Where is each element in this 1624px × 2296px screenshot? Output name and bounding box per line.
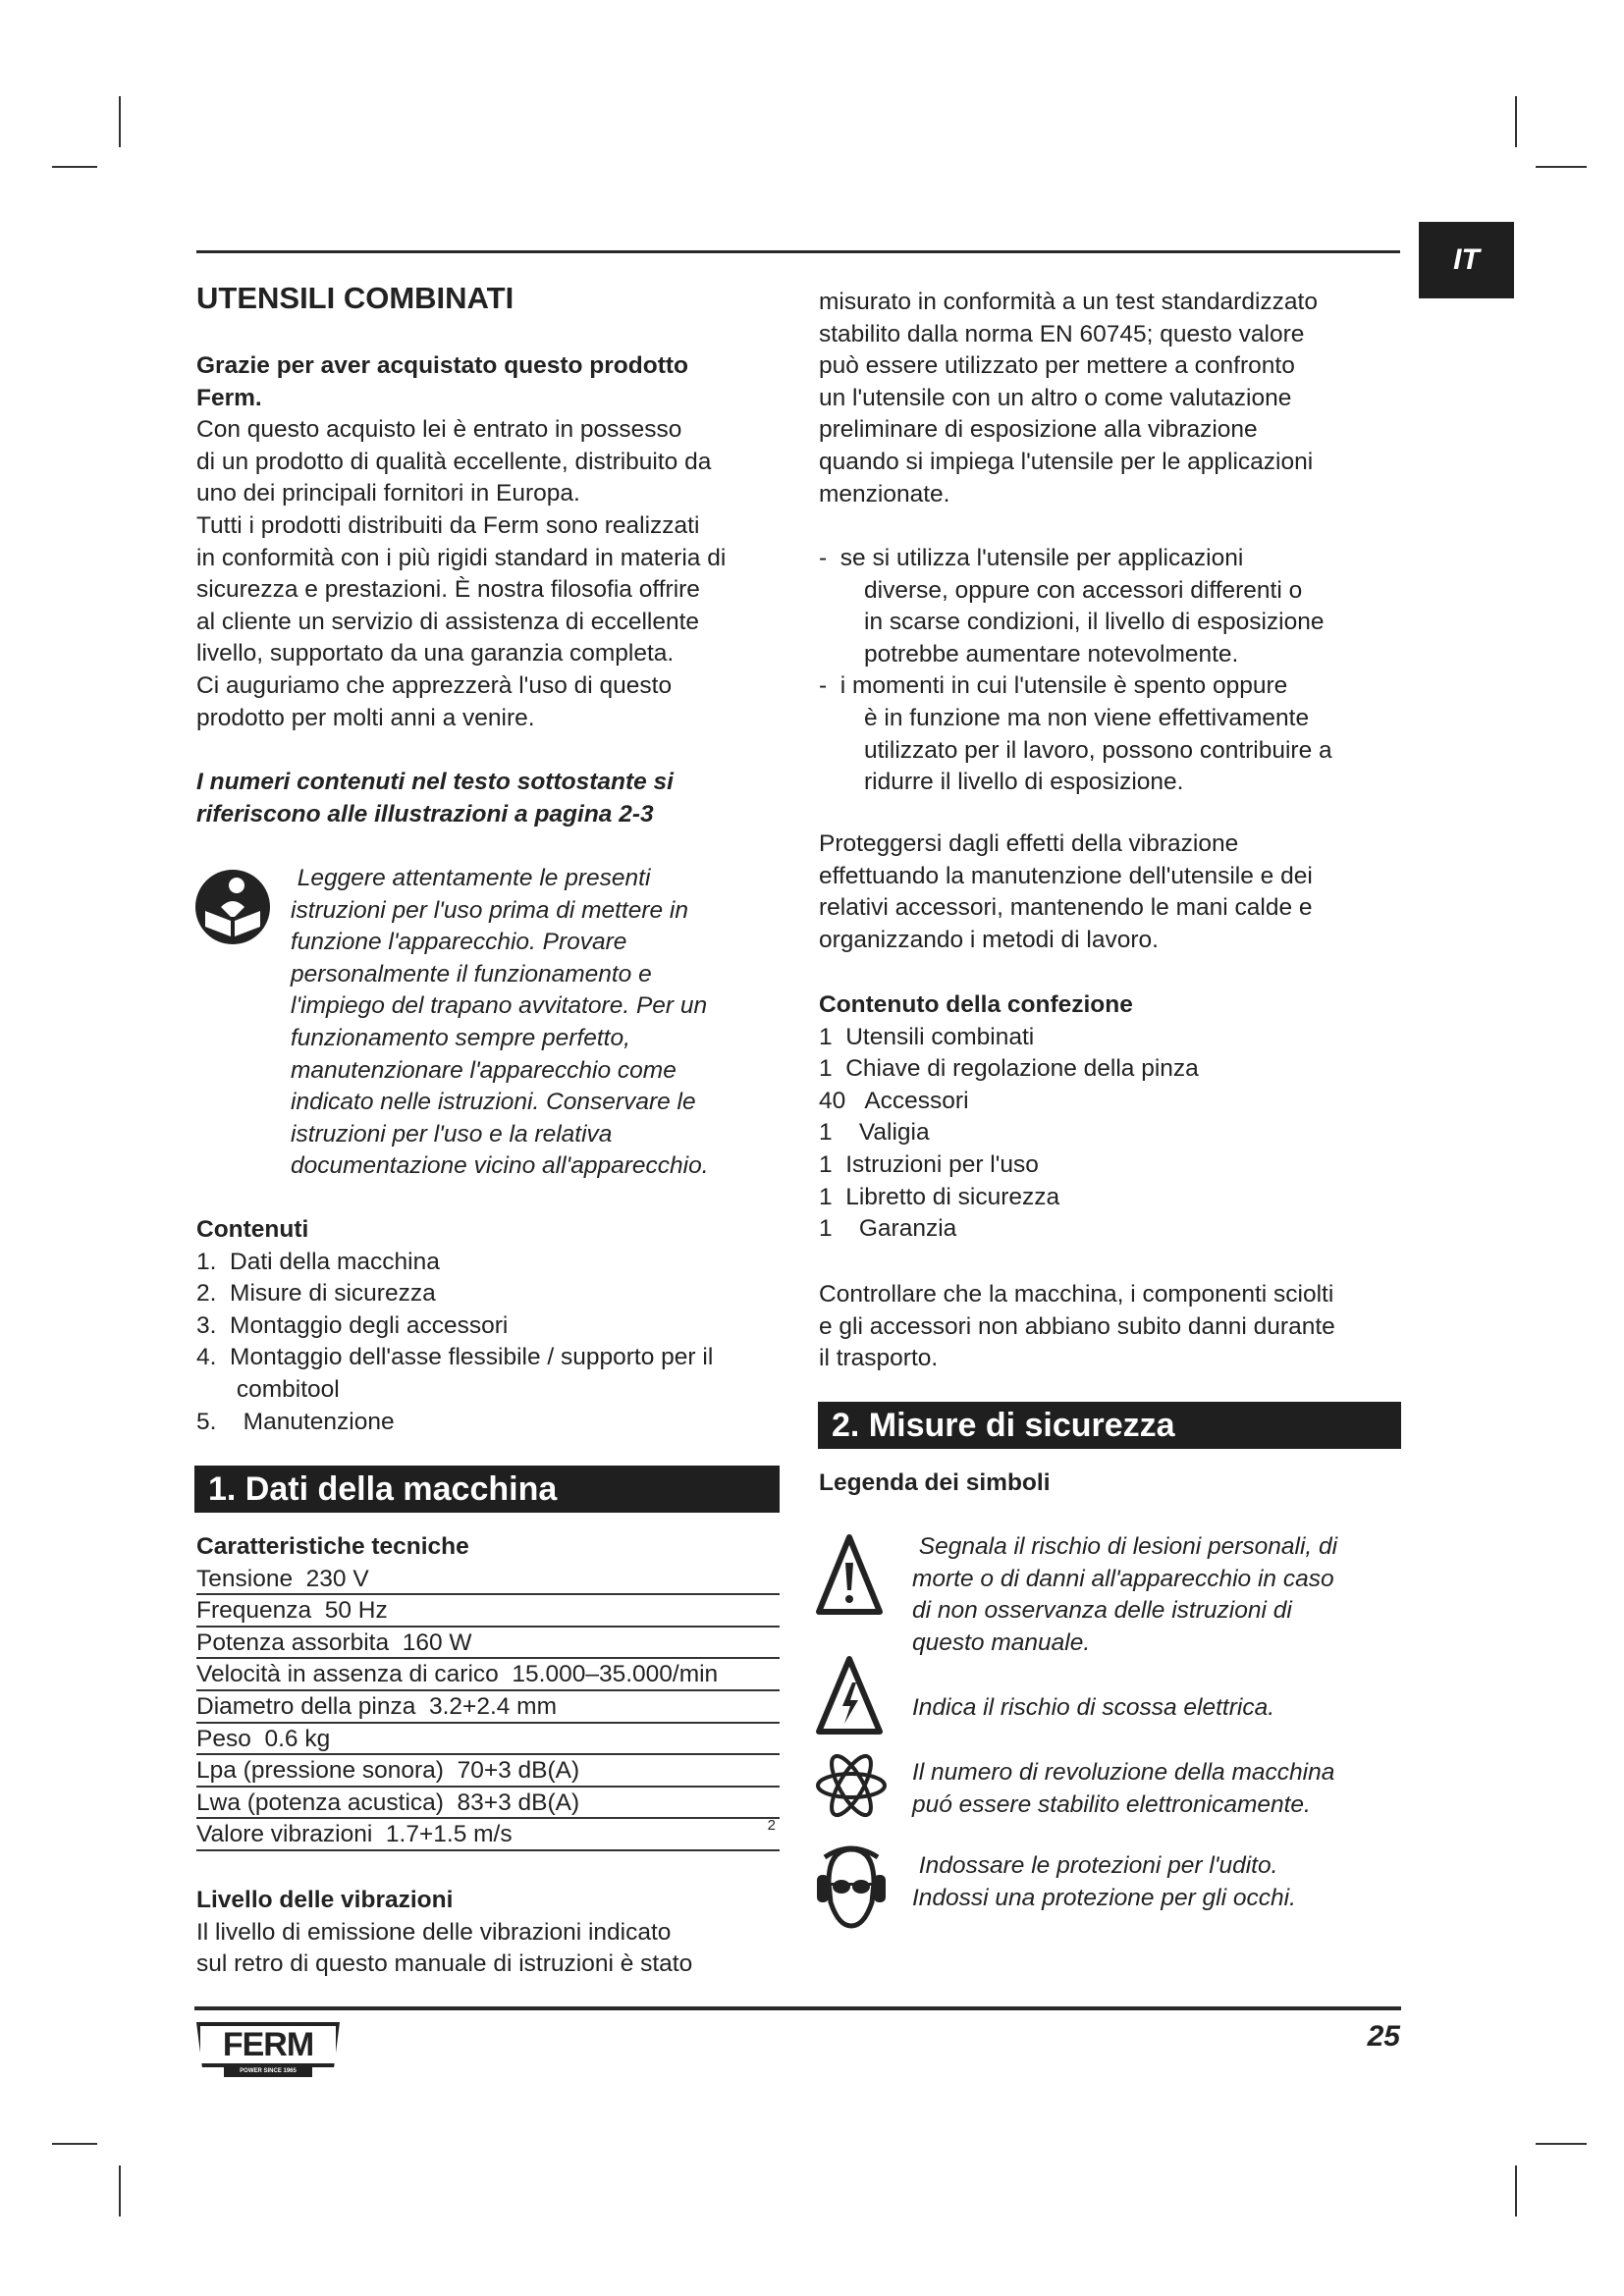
text-line: può essere utilizzato per mettere a confronto xyxy=(819,352,1295,380)
text-line: Proteggersi dagli effetti della vibrazione xyxy=(819,830,1239,857)
text-line: relativi accessori, mantenendo le mani calde e xyxy=(819,894,1313,922)
intro-line: Con questo acquisto lei è entrato in possesso xyxy=(196,416,682,444)
specs-heading: Caratteristiche tecniche xyxy=(196,1533,469,1560)
top-rule xyxy=(196,250,1400,253)
symbol-text: puó essere stabilito elettronicamente. xyxy=(912,1790,1311,1818)
spec-superscript: 2 xyxy=(767,1817,776,1835)
crop-mark xyxy=(1515,96,1517,147)
package-item: 1 Libretto di sicurezza xyxy=(819,1183,1060,1210)
electronic-speed-text xyxy=(912,1757,1334,1821)
spec-row: Velocità in assenza di carico 15.000–35.000/min xyxy=(196,1659,780,1691)
legend-heading: Legenda dei simboli xyxy=(819,1469,1051,1496)
crop-mark xyxy=(52,166,97,168)
package-contents xyxy=(819,989,1199,1246)
read-manual-line: documentazione vicino all'apparecchio. xyxy=(291,1152,709,1180)
intro-line: Tutti i prodotti distribuiti da Ferm sono realizzati xyxy=(196,511,700,539)
read-manual-line: Leggere attentamente le presenti xyxy=(291,865,651,891)
contents-item: 1. Dati della macchina xyxy=(196,1248,440,1275)
package-item: 1 Garanzia xyxy=(819,1215,957,1243)
crop-mark xyxy=(119,96,121,147)
intro-line: prodotto per molti anni a venire. xyxy=(196,704,535,731)
bottom-rule xyxy=(194,2006,1401,2010)
numbers-note-line: I numeri contenuti nel testo sottostante si xyxy=(196,769,674,795)
read-manual-line: funzionamento sempre perfetto, xyxy=(291,1024,630,1051)
text-line: effettuando la manutenzione dell'utensile e dei xyxy=(819,862,1313,889)
package-item: 1 Utensili combinati xyxy=(819,1023,1035,1050)
text-line: misurato in conformità a un test standardizzato xyxy=(819,289,1318,315)
ear-eye-protection-icon xyxy=(815,1843,888,1930)
symbol-text: Indossi una protezione per gli occhi. xyxy=(912,1884,1296,1911)
spec-row: Potenza assorbita 160 W xyxy=(196,1628,780,1660)
text-line: e gli accessori non abbiano subito danni durante xyxy=(819,1312,1335,1340)
bullet-continuation: in scarse condizioni, il livello di esposizione xyxy=(864,609,1325,636)
read-manual-line: istruzioni per l'uso e la relativa xyxy=(291,1120,613,1148)
intro-line: uno dei principali fornitori in Europa. xyxy=(196,480,580,507)
ferm-logo-text: FERM xyxy=(222,2026,314,2063)
spec-row: Frequenza 50 Hz xyxy=(196,1595,780,1628)
read-manual-line: istruzioni per l'uso prima di mettere in xyxy=(291,896,689,924)
symbol-text: Indossare le protezioni per l'udito. xyxy=(912,1852,1278,1879)
contents-item: 5. Manutenzione xyxy=(196,1408,395,1435)
spec-row: Lwa (potenza acustica) 83+3 dB(A) xyxy=(196,1788,780,1820)
symbol-text: di non osservanza delle istruzioni di xyxy=(912,1597,1292,1625)
intro-line: al cliente un servizio di assistenza di eccellente xyxy=(196,608,700,635)
crop-mark xyxy=(1515,2165,1517,2216)
text-line: stabilito dalla norma EN 60745; questo valore xyxy=(819,320,1305,347)
contents-item: 3. Montaggio degli accessori xyxy=(196,1311,509,1339)
spec-row: Diametro della pinza 3.2+2.4 mm xyxy=(196,1691,780,1724)
section-1-banner: 1. Dati della macchina xyxy=(194,1466,780,1513)
ferm-logo xyxy=(196,2022,340,2079)
spec-row: Tensione 230 V xyxy=(196,1564,780,1596)
warning-text xyxy=(912,1531,1337,1659)
bullet-continuation: diverse, oppure con accessori differenti o xyxy=(864,576,1303,604)
text-line: menzionate. xyxy=(819,480,950,507)
intro-heading: Ferm. xyxy=(196,384,262,411)
bullet-item: - se si utilizza l'utensile per applicazioni xyxy=(819,545,1244,571)
bullet-continuation: potrebbe aumentare notevolmente. xyxy=(864,640,1239,667)
check-paragraph xyxy=(819,1279,1335,1375)
symbol-text: Il numero di revoluzione della macchina xyxy=(912,1759,1335,1786)
package-item: 1 Istruzioni per l'uso xyxy=(819,1150,1039,1178)
numbers-note xyxy=(196,767,674,830)
spec-row: Lpa (pressione sonora) 70+3 dB(A) xyxy=(196,1755,780,1788)
crop-mark xyxy=(1536,166,1587,168)
read-manual-line: funzione l'apparecchio. Provare xyxy=(291,929,627,956)
contents-item: combitool xyxy=(196,1375,340,1403)
vibration-heading: Livello delle vibrazioni xyxy=(196,1887,454,1913)
package-item: 1 Valigia xyxy=(819,1119,930,1147)
vibration xyxy=(196,1885,692,1981)
protect-paragraph xyxy=(819,828,1313,956)
contents-item: 2. Misure di sicurezza xyxy=(196,1280,436,1308)
warning-icon xyxy=(815,1533,884,1618)
specs xyxy=(196,1531,780,1851)
page-number: 25 xyxy=(1367,2020,1400,2053)
contents-item: 4. Montaggio dell'asse flessibile / supporto per il xyxy=(196,1344,714,1371)
spec-row: Peso 0.6 kg xyxy=(196,1724,780,1756)
intro-line: livello, supportato da una garanzia completa. xyxy=(196,640,675,667)
intro xyxy=(196,350,726,734)
intro-line: sicurezza e prestazioni. È nostra filosofia offrire xyxy=(196,576,700,604)
read-manual-text xyxy=(291,863,709,1183)
crop-mark xyxy=(119,2165,121,2216)
package-item: 1 Chiave di regolazione della pinza xyxy=(819,1055,1199,1083)
vibration-continued xyxy=(819,287,1318,510)
package-heading: Contenuto della confezione xyxy=(819,991,1133,1018)
package-item: 40 Accessori xyxy=(819,1087,969,1114)
read-manual-line: manutenzionare l'apparecchio come xyxy=(291,1056,677,1084)
ear-eye-protection-text xyxy=(912,1850,1296,1914)
electric-shock-text: Indica il rischio di scossa elettrica. xyxy=(912,1694,1275,1721)
electronic-speed-icon xyxy=(815,1747,888,1824)
symbol-text: questo manuale. xyxy=(912,1629,1091,1656)
read-manual-line: personalmente il funzionamento e xyxy=(291,960,652,988)
text-line: preliminare di esposizione alla vibrazione xyxy=(819,416,1258,444)
symbol-text: morte o di danni all'apparecchio in caso xyxy=(912,1565,1334,1592)
section-2-banner: 2. Misure di sicurezza xyxy=(818,1402,1401,1449)
text-line: un l'utensile con un altro o come valutazione xyxy=(819,384,1292,411)
numbers-note-line: riferiscono alle illustrazioni a pagina 2-3 xyxy=(196,800,654,828)
read-manual-line: indicato nelle istruzioni. Conservare le xyxy=(291,1089,696,1116)
intro-line: Ci auguriamo che apprezzerà l'uso di questo xyxy=(196,671,673,699)
read-manual-icon xyxy=(191,868,274,946)
intro-line: di un prodotto di qualità eccellente, distribuito da xyxy=(196,448,712,475)
vibration-line: sul retro di questo manuale di istruzioni è stato xyxy=(196,1950,693,1978)
text-line: organizzando i metodi di lavoro. xyxy=(819,926,1159,953)
spec-row xyxy=(196,1819,780,1851)
bullet-continuation: ridurre il livello di esposizione. xyxy=(864,769,1184,796)
bullet-item: - i momenti in cui l'utensile è spento oppure xyxy=(819,672,1288,700)
text-line: Controllare che la macchina, i componenti sciolti xyxy=(819,1281,1334,1308)
contents xyxy=(196,1214,713,1438)
electric-shock-icon xyxy=(815,1655,884,1737)
vibration-line: Il livello di emissione delle vibrazioni indicato xyxy=(196,1918,672,1946)
spec-vibration: Valore vibrazioni 1.7+1.5 m/s xyxy=(196,1821,513,1848)
crop-mark xyxy=(52,2143,97,2145)
bullet-continuation: è in funzione ma non viene effettivamente xyxy=(864,704,1310,731)
page-title: UTENSILI COMBINATI xyxy=(196,281,514,315)
symbol-text: Segnala il rischio di lesioni personali, di xyxy=(912,1533,1338,1560)
read-manual-line: l'impiego del trapano avvitatore. Per un xyxy=(291,992,708,1020)
crop-mark xyxy=(1536,2143,1587,2145)
bullet-list xyxy=(819,543,1332,799)
contents-heading: Contenuti xyxy=(196,1216,309,1243)
text-line: quando si impiega l'utensile per le applicazioni xyxy=(819,448,1314,475)
ferm-logo-tagline: POWER SINCE 1965 xyxy=(224,2065,312,2077)
language-tab: IT xyxy=(1419,222,1514,298)
intro-line: in conformità con i più rigidi standard in materia di xyxy=(196,544,727,571)
intro-heading: Grazie per aver acquistato questo prodotto xyxy=(196,352,688,379)
text-line: il trasporto. xyxy=(819,1345,939,1372)
bullet-continuation: utilizzato per il lavoro, possono contribuire a xyxy=(864,736,1332,764)
